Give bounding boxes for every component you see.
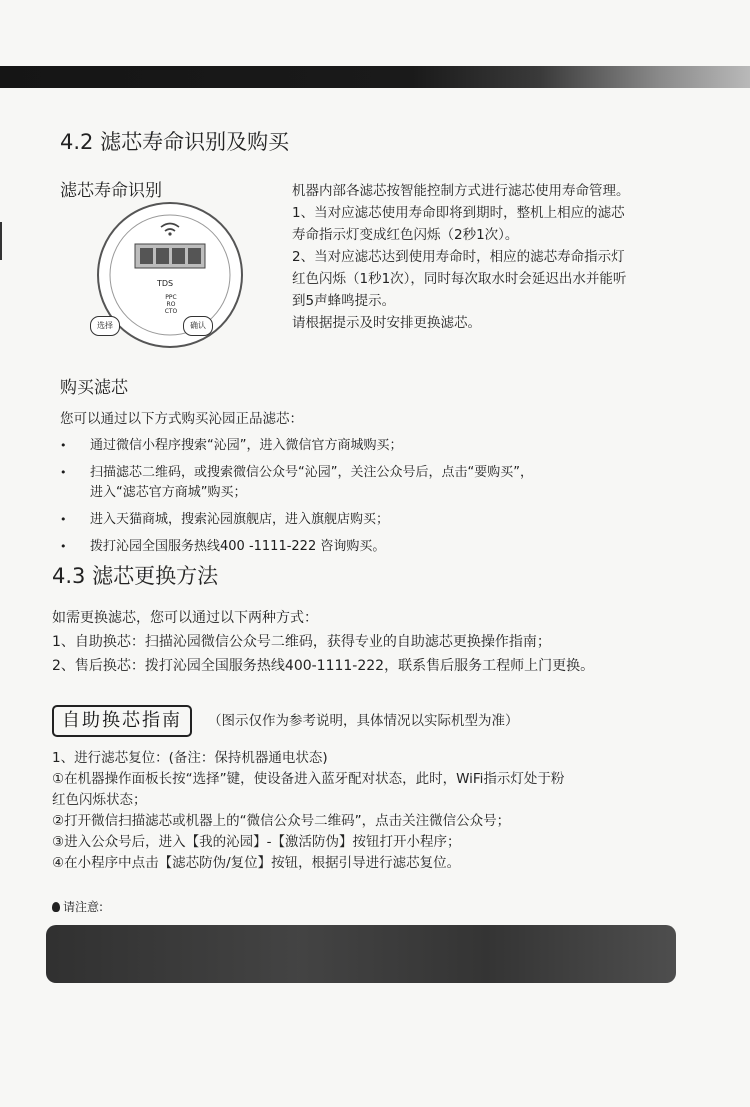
device-panel-illustration xyxy=(95,200,245,350)
life-line: 到5声蜂鸣提示。 xyxy=(292,293,396,309)
filter-ro: RO xyxy=(166,301,176,308)
confirm-button[interactable]: 确认 xyxy=(183,316,213,336)
replace-line: 1、自助换芯：扫描沁园微信公众号二维码，获得专业的自助滤芯更换操作指南； xyxy=(52,634,551,650)
buy-item-line xyxy=(90,463,620,503)
buy-heading: 购买滤芯 xyxy=(60,378,128,398)
buy-item: • 拨打沁园全国服务热线400 -1111-222 咨询购买。 xyxy=(60,537,620,557)
life-line: 红色闪烁（1秒1次），同时每次取水时会延迟出水并能听 xyxy=(292,271,627,287)
buy-item-line: 进入“滤芯官方商城”购买； xyxy=(90,485,247,500)
section-42-title: 4.2 滤芯寿命识别及购买 xyxy=(60,130,290,154)
reset-steps xyxy=(52,748,712,874)
header-band xyxy=(0,66,750,88)
bulb-icon xyxy=(52,902,60,912)
step-line: 1、进行滤芯复位：(备注：保持机器通电状态) xyxy=(52,750,328,766)
filter-indicators xyxy=(159,294,183,315)
step-line: ④在小程序中点击【滤芯防伪/复位】按钮，根据引导进行滤芯复位。 xyxy=(52,855,461,871)
filter-ppc: PPC xyxy=(165,294,177,301)
step-line: ②打开微信扫描滤芯或机器上的“微信公众号二维码”，点击关注微信公众号； xyxy=(52,813,511,829)
notice-label xyxy=(52,898,103,915)
buy-item: • 通过微信小程序搜索“沁园”，进入微信官方商城购买； xyxy=(60,436,620,456)
select-button[interactable]: 选择 xyxy=(90,316,120,336)
life-line: 寿命指示灯变成红色闪烁（2秒1次）。 xyxy=(292,227,519,243)
step-line: 红色闪烁状态； xyxy=(52,792,147,808)
guide-title: 自助换芯指南 xyxy=(52,705,192,737)
tds-label: TDS xyxy=(157,279,174,288)
buy-item-line: • 扫描滤芯二维码，或搜索微信公众号“沁园”，关注公众号后，点击“要购买”， xyxy=(90,465,533,480)
section-43-title: 4.3 滤芯更换方法 xyxy=(52,564,219,588)
life-line: 2、当对应滤芯达到使用寿命时，相应的滤芯寿命指示灯 xyxy=(292,249,625,265)
life-description xyxy=(292,180,712,334)
page-edge-mark xyxy=(0,222,2,260)
replace-intro xyxy=(52,606,732,678)
step-line: ①在机器操作面板长按“选择”键，使设备进入蓝牙配对状态，此时，WiFi指示灯处于粉 xyxy=(52,771,565,787)
replace-line: 如需更换滤芯，您可以通过以下两种方式： xyxy=(52,610,318,626)
step-line: ③进入公众号后，进入【我的沁园】-【激活防伪】按钮打开小程序； xyxy=(52,834,461,850)
buy-item: • 进入天猫商城，搜索沁园旗舰店，进入旗舰店购买； xyxy=(60,510,620,530)
life-heading: 滤芯寿命识别 xyxy=(60,181,162,201)
life-line: 1、当对应滤芯使用寿命即将到期时，整机上相应的滤芯 xyxy=(292,205,625,221)
life-line: 请根据提示及时安排更换滤芯。 xyxy=(292,315,481,331)
life-line: 机器内部各滤芯按智能控制方式进行滤芯使用寿命管理。 xyxy=(292,183,630,199)
filter-cto: CTO xyxy=(164,308,178,315)
buy-list xyxy=(60,436,620,564)
notice-bar xyxy=(46,925,676,983)
buy-item xyxy=(60,463,620,503)
notice-label-text: 请注意: xyxy=(63,900,104,914)
replace-line: 2、售后换芯：拨打沁园全国服务热线400-1111-222，联系售后服务工程师上门更换。 xyxy=(52,658,595,674)
buy-intro: 您可以通过以下方式购买沁园正品滤芯： xyxy=(60,411,303,427)
guide-note: （图示仅作为参考说明，具体情况以实际机型为准） xyxy=(208,713,519,729)
